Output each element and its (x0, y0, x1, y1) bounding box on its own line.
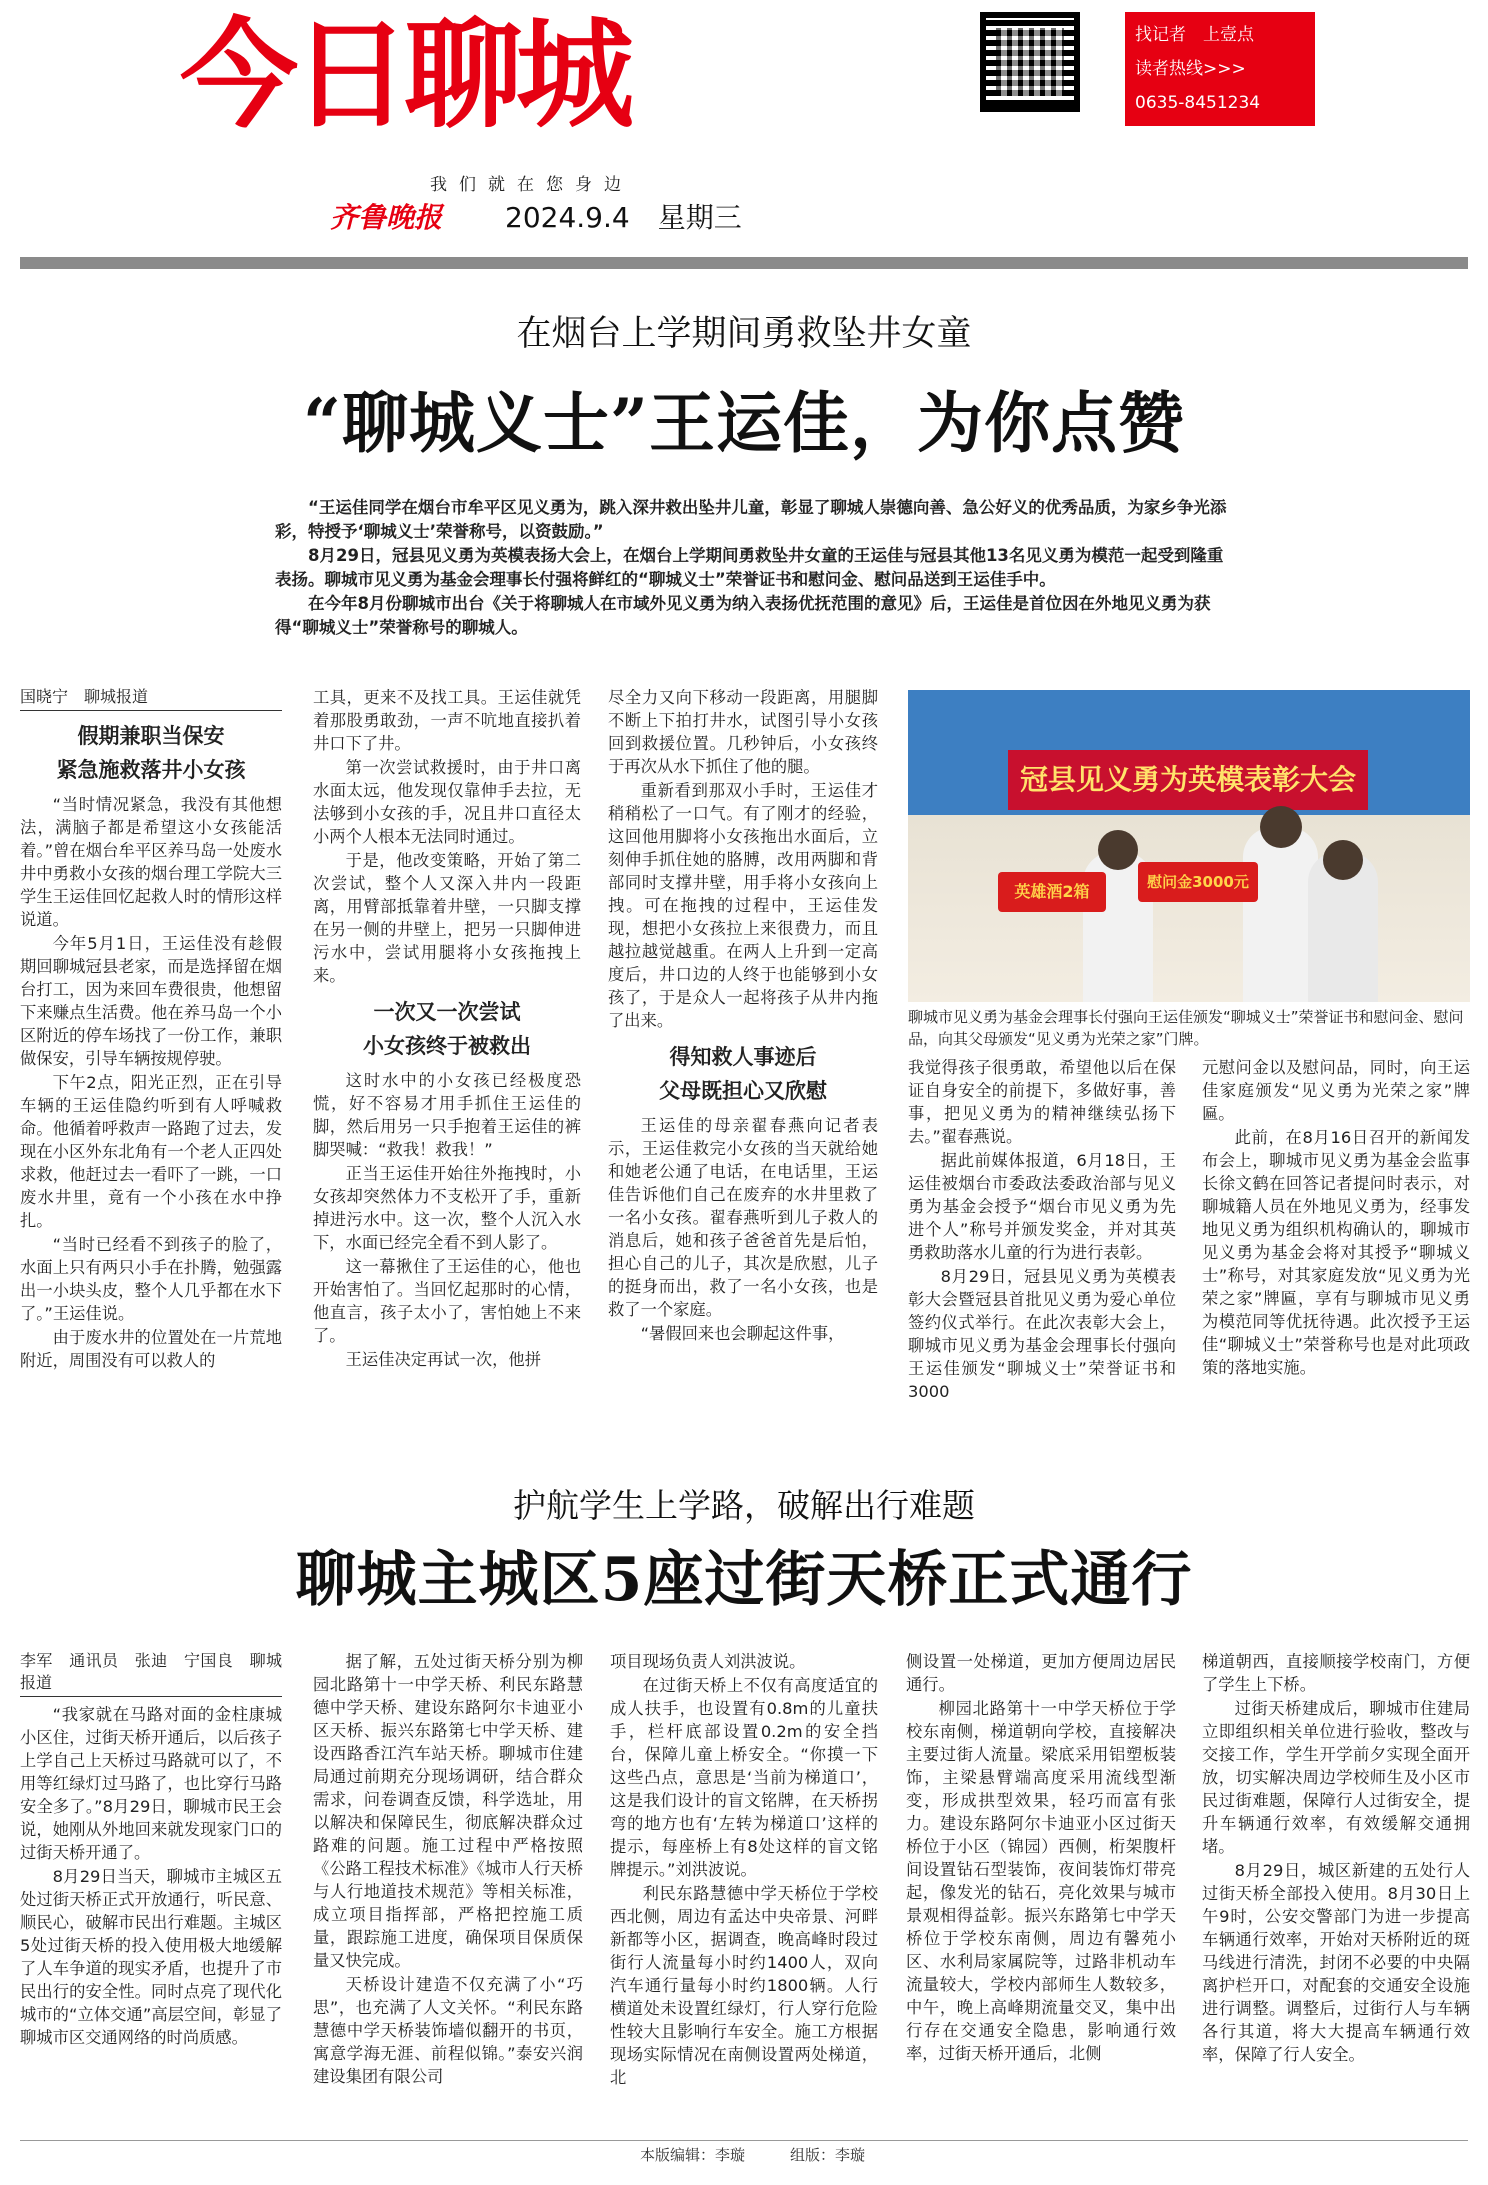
story2-byline: 李军 通讯员 张迪 宁国良 聊城报道 (20, 1650, 282, 1697)
masthead-divider (20, 257, 1468, 269)
paragraph: “我家就在马路对面的金柱康城小区住，过街天桥开通后，以后孩子上学自己上天桥过马路就可以了，不用等红绿灯过马路了，也比穿行马路安全多了。”8月29日，聊城市民王会说，她刚从外地回来就发现家门口的过街天桥开通了。 (20, 1705, 282, 1862)
story1-column-2 (313, 686, 581, 1426)
paragraph: 梯道朝西，直接顺接学校南门，方便了学生上下桥。 (1202, 1652, 1470, 1694)
paragraph: 天桥设计建造不仅充满了小“巧思”，也充满了人文关怀。“利民东路慧德中学天桥装饰墙似翻开的书页，寓意学海无涯、前程似锦。”泰安兴润建设集团有限公司 (313, 1975, 583, 2086)
lead-paragraph: 8月29日，冠县见义勇为英模表扬大会上，在烟台上学期间勇救坠井女童的王运佳与冠县其他13名见义勇为模范一起受到隆重表扬。聊城市见义勇为基金会理事长付强将鲜红的“聊城义士”荣誉证书和慰问金、慰问品送到王运佳手中。 (275, 546, 1224, 589)
paragraph: “当时情况紧急，我没有其他想法，满脑子都是希望这小女孩能活着。”曾在烟台牟平区养马岛一处废水井中勇救小女孩的烟台理工学院大三学生王运佳回忆起救人时的情形这样说道。 (20, 795, 282, 929)
ceremony-photo (908, 690, 1470, 1002)
subhead-line: 假期兼职当保安 (77, 723, 225, 748)
paper-logo: 齐鲁晚报 (330, 201, 443, 234)
paragraph: “暑假回来也会聊起这件事， (640, 1324, 845, 1343)
paragraph: 正当王运佳开始往外拖拽时，小女孩却突然体力不支松开了手，重新掉进污水中。这一次，整个人沉入水下，水面已经完全看不到人影了。 (313, 1164, 581, 1252)
slogan: 我们就在您身边 (430, 175, 633, 195)
lead-paragraph: “王运佳同学在烟台市牟平区见义勇为，跳入深井救出坠井儿童，彰显了聊城人崇德向善、急公好义的优秀品质，为家乡争光添彩，特授予‘聊城义士’荣誉称号，以资鼓励。” (275, 498, 1227, 541)
lead-paragraph: 在今年8月份聊城市出台《关于将聊城人在市域外见义勇为纳入表扬优抚范围的意见》后，王运佳是首位因在外地见义勇为获得“聊城义士”荣誉称号的聊城人。 (275, 594, 1211, 637)
subhead-line: 紧急施救落井小女孩 (56, 757, 246, 782)
reader-hotline-box (1125, 12, 1315, 126)
paragraph: 今年5月1日，王运佳没有趁假期回聊城冠县老家，而是选择留在烟台打工，因为来回车费很贵，他想留下来赚点生活费。他在养马岛一个小区附近的停车场找了一份工作，兼职做保安，引导车辆按规停驶。 (20, 934, 282, 1068)
subhead-line: 一次又一次尝试 (373, 999, 521, 1024)
paragraph: 8月29日，冠县见义勇为英模表彰大会暨冠县首批见义勇为爱心单位签约仪式举行。在此次表彰大会上，聊城市见义勇为基金会理事长付强向王运佳颁发“聊城义士”荣誉证书和3000 (908, 1267, 1176, 1401)
photo-sign: 英雄酒2箱 (998, 872, 1106, 912)
qr-code-icon (980, 12, 1080, 112)
footer-editor: 本版编辑：李璇 (640, 2146, 746, 2164)
story2-column-2 (313, 1650, 583, 2130)
paragraph: 于是，他改变策略，开始了第二次尝试，整个人又深入井内一段距离，用臂部抵靠着井壁，一只脚支撑在另一侧的井壁上，把另一只脚伸进污水中，尝试用腿将小女孩拖拽上来。 (313, 851, 581, 985)
paragraph: 第一次尝试救援时，由于井口离水面太远，他发现仅靠伸手去拉，无法够到小女孩的手，况且井口直径太小两个人根本无法同时通过。 (313, 758, 581, 846)
paragraph: 由于废水井的位置处在一片荒地附近，周围没有可以救人的 (20, 1328, 282, 1370)
paragraph: 据了解，五处过街天桥分别为柳园北路第十一中学天桥、利民东路慧德中学天桥、建设东路阿尔卡迪亚小区天桥、振兴东路第七中学天桥、建设西路香江汽车站天桥。聊城市住建局通过前期充分现场调研，结合群众需求，问卷调查反馈，科学选址，用以解决和保障民生，彻底解决群众过路难的问题。施工过程中严格按照《公路工程技术标准》《城市人行天桥与人行地道技术规范》等相关标准，成立项目指挥部，严格把控施工质量，跟踪施工进度，确保项目保质保量又快完成。 (313, 1652, 583, 1970)
issue-date: 2024.9.4 星期三 (505, 201, 742, 234)
story1-headline: “聊城义士”王运佳，为你点赞 (303, 384, 1185, 462)
paragraph: 王运佳的母亲翟春燕向记者表示，王运佳救完小女孩的当天就给她和她老公通了电话，在电话里，王运佳告诉他们自己在废弃的水井里救了一名小女孩。翟春燕听到儿子救人的消息后，她和孩子爸爸首先是后怕，担心自己的儿子，其次是欣慰，儿子的挺身而出，救了一名小女孩，也是救了一个家庭。 (608, 1116, 878, 1319)
paragraph: 此前，在8月16日召开的新闻发布会上，聊城市见义勇为基金会监事长徐文鹤在回答记者提问时表示，对聊城籍人员在外地见义勇为，经事发地见义勇为组织机构确认的，聊城市见义勇为基金会将对其授予“聊城义士”称号，对其家庭发放“见义勇为光荣之家”牌匾，享有与聊城市见义勇为模范同等优抚待遇。此次授予王运佳“聊城义士”荣誉称号也是对此项政策的落地实施。 (1202, 1128, 1470, 1377)
subhead-line: 小女孩终于被救出 (363, 1033, 531, 1058)
subhead-line: 父母既担心又欣慰 (659, 1078, 827, 1103)
footer-divider (20, 2140, 1468, 2141)
paragraph: 这一幕揪住了王运佳的心，他也开始害怕了。当回忆起那时的心情，他直言，孩子太小了，害怕她上不来了。 (313, 1257, 581, 1345)
paragraph: 8月29日，城区新建的五处行人过街天桥全部投入使用。8月30日上午9时，公安交警部门为进一步提高车辆通行效率，开始对天桥附近的斑马线进行清洗，封闭不必要的中央隔离护栏开口，对配套的交通安全设施进行调整。调整后，过街行人与车辆各行其道，将大大提高车辆通行效率，保障了行人安全。 (1202, 1861, 1470, 2064)
paragraph: 侧设置一处梯道，更加方便周边居民通行。 (906, 1652, 1176, 1694)
paragraph: 柳园北路第十一中学天桥位于学校东南侧，梯道朝向学校，直接解决主要过街人流量。梁底采用铝塑板装饰，主梁悬臂端高度采用流线型渐变，形成拱型效果，轻巧而富有张力。建设东路阿尔卡迪亚小区过街天桥位于小区（锦园）西侧，桁架腹杆间设置钻石型装饰，夜间装饰灯带亮起，像发光的钻石，亮化效果与城市景观相得益彰。振兴东路第七中学天桥位于学校东南侧，周边有馨苑小区、水利局家属院等，过路非机动车流量较大，学校内部师生人数较多，中午，晚上高峰期流量交叉，集中出行存在交通安全隐患，影响通行效率，过街天桥开通后，北侧 (906, 1699, 1176, 2063)
subhead (20, 719, 282, 787)
story1-column-4 (908, 1056, 1176, 1426)
paragraph: 项目现场负责人刘洪波说。 (610, 1652, 806, 1671)
photo-banner: 冠县见义勇为英模表彰大会 (1008, 750, 1368, 810)
paragraph: 王运佳决定再试一次，他拼 (345, 1350, 541, 1369)
story2-kicker: 护航学生上学路，破解出行难题 (513, 1486, 975, 1525)
hotline-line: 读者热线>>> (1135, 59, 1246, 79)
photo-sign: 慰问金3000元 (1138, 862, 1258, 902)
footer-layout: 组版：李璇 (790, 2146, 866, 2164)
story2-column-4 (906, 1650, 1176, 2130)
subhead (313, 995, 581, 1063)
paragraph: 尽全力又向下移动一段距离，用腿脚不断上下拍打井水，试图引导小女孩回到救援位置。几秒钟后，小女孩终于再次从水下抓住了他的腿。 (608, 688, 878, 776)
paragraph: 这时水中的小女孩已经极度恐慌，好不容易才用手抓住王运佳的脚，然后用另一只手抱着王运佳的裤脚哭喊：“救我！救我！” (313, 1071, 581, 1159)
paragraph: 重新看到那双小手时，王运佳才稍稍松了一口气。有了刚才的经验，这回他用脚将小女孩拖出水面后，立刻伸手抓住她的胳膊，改用两脚和背部同时支撑井壁，用手将小女孩向上拽。可在拖拽的过程中，王运佳发现，想把小女孩拉上来很费力，而且越拉越觉越重。在两人上升到一定高度后，井口边的人终于也能够到小女孩了，于是众人一起将孩子从井内拖了出来。 (608, 781, 878, 1030)
hotline-line: 找记者 上壹点 (1135, 25, 1254, 45)
subhead (608, 1040, 878, 1108)
hotline-phone: 0635-8451234 (1135, 93, 1261, 113)
story2-column-1 (20, 1650, 282, 2130)
paragraph: “当时已经看不到孩子的脸了，水面上只有两只小手在扑腾，勉强露出一小块头皮，整个人几乎都在水下了。”王运佳说。 (20, 1235, 282, 1323)
paragraph: 工具，更来不及找工具。王运佳就凭着那股勇敢劲，一声不吭地直接扒着井口下了井。 (313, 688, 581, 753)
story1-kicker: 在烟台上学期间勇救坠井女童 (516, 314, 972, 354)
story2-column-3 (610, 1650, 878, 2130)
paragraph: 我觉得孩子很勇敢，希望他以后在保证自身安全的前提下，多做好事，善事，把见义勇为的精神继续弘扬下去。”翟春燕说。 (908, 1058, 1176, 1146)
paragraph: 8月29日当天，聊城市主城区五处过街天桥正式开放通行，听民意、顺民心，破解市民出行难题。主城区5处过街天桥的投入使用极大地缓解了人车争道的现实矛盾，也提升了市民出行的安全性。同时点亮了现代化城市的“立体交通”高层空间，彰显了聊城市区交通网络的时尚质感。 (20, 1867, 282, 2047)
paragraph: 在过街天桥上不仅有高度适宜的成人扶手，也设置有0.8m的儿童扶手，栏杆底部设置0.2m的安全挡台，保障儿童上桥安全。“你摸一下这些凸点，意思是‘当前为梯道口’，这是我们设计的盲文铭牌，在天桥拐弯的地方也有‘左转为梯道口’这样的提示，每座桥上有8处这样的盲文铭牌提示。”刘洪波说。 (610, 1676, 878, 1879)
story1-column-1 (20, 686, 282, 1426)
paragraph: 下午2点，阳光正烈，正在引导车辆的王运佳隐约听到有人呼喊救命。他循着呼救声一路跑了过去，发现在小区外东北角有一个老人正四处求救，他赶过去一看吓了一跳，一口废水井里，竟有一个小孩在水中挣扎。 (20, 1073, 282, 1230)
masthead-title: 今日聊城 (180, 6, 629, 144)
paragraph: 利民东路慧德中学天桥位于学校西北侧，周边有孟达中央帝景、河畔新都等小区，据调查，晚高峰时段过街行人流量每小时约1400人，双向汽车通行量每小时约1800辆。人行横道处未设置红绿灯，行人穿行危险性较大且影响行车安全。施工方根据现场实际情况在南侧设置两处梯道，北 (610, 1884, 878, 2087)
story1-column-3 (608, 686, 878, 1426)
subhead-line: 得知救人事迹后 (669, 1044, 817, 1069)
story2-column-5 (1202, 1650, 1470, 2130)
paragraph: 据此前媒体报道，6月18日，王运佳被烟台市委政法委政治部与见义勇为基金会授予“烟台市见义勇为先进个人”称号并颁发奖金，并对其英勇救助落水儿童的行为进行表彰。 (908, 1151, 1176, 1262)
story1-byline: 国晓宁 聊城报道 (20, 686, 282, 711)
paragraph: 过街天桥建成后，聊城市住建局立即组织相关单位进行验收，整改与交接工作，学生开学前夕实现全面开放，切实解决周边学校师生及小区市民过街难题，保障行人过街安全，提升车辆通行效率，有效缓解交通拥堵。 (1202, 1699, 1470, 1856)
photo-caption: 聊城市见义勇为基金会理事长付强向王运佳颁发“聊城义士”荣誉证书和慰问金、慰问品，向其父母颁发“见义勇为光荣之家”门牌。 (908, 1008, 1464, 1048)
story1-column-5 (1202, 1056, 1470, 1426)
story2-headline: 聊城主城区5座过街天桥正式通行 (295, 1545, 1193, 1615)
paragraph: 元慰问金以及慰问品，同时，向王运佳家庭颁发“见义勇为光荣之家”牌匾。 (1202, 1058, 1470, 1123)
story1-lead (275, 496, 1235, 640)
